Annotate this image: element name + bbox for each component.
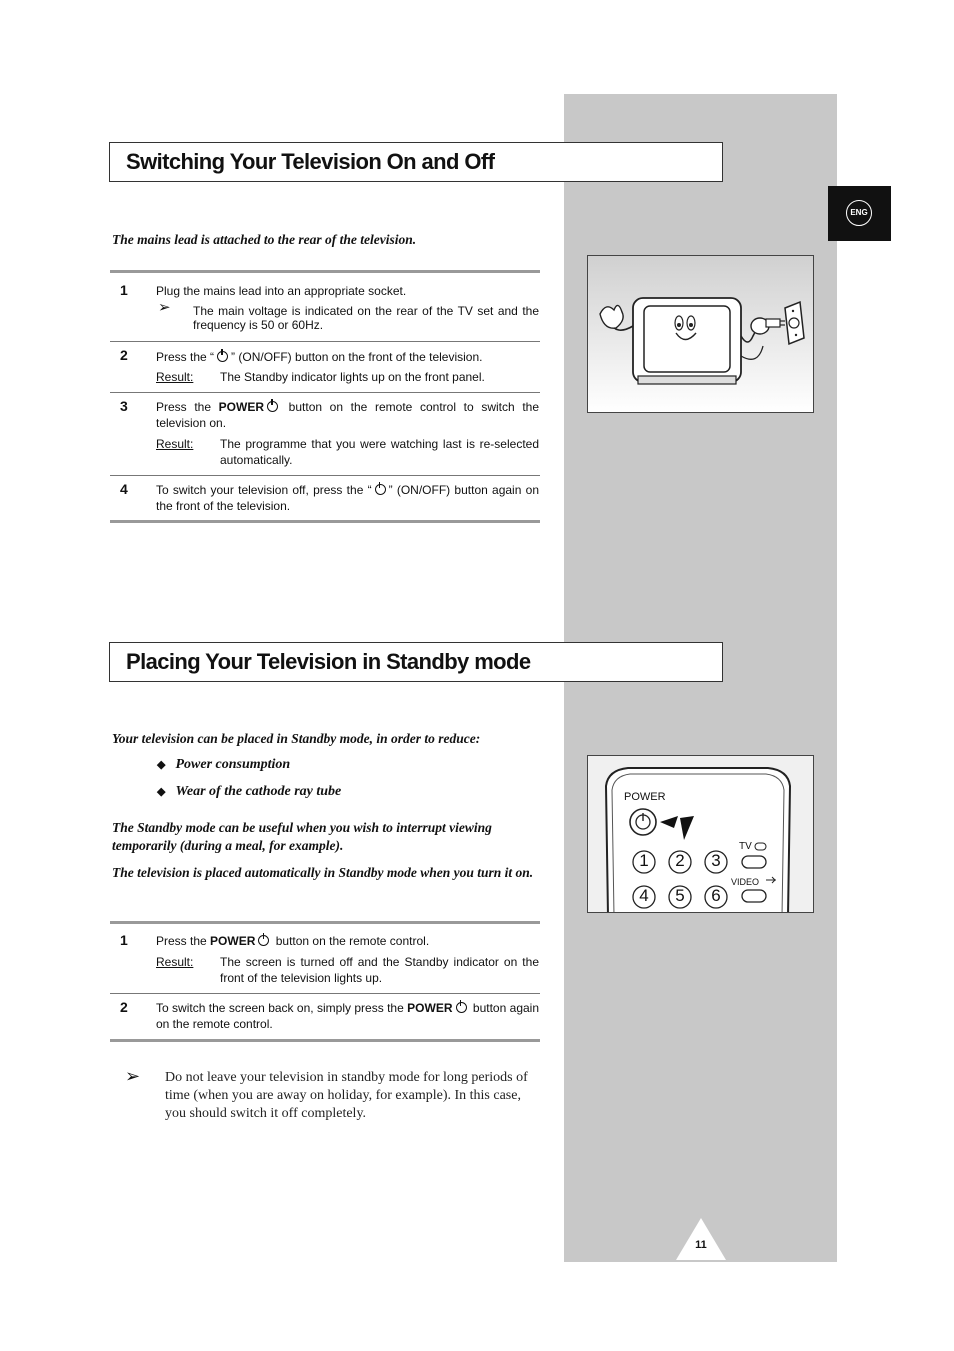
step-text-pre: Press the “ [156, 350, 215, 364]
remote-digit-button: 4 [639, 886, 649, 905]
step-divider [110, 392, 540, 393]
result-label: Result: [156, 437, 194, 451]
remote-power-label: POWER [624, 791, 666, 803]
page-number: 11 [695, 1239, 707, 1251]
note-arrow-icon: ➢ [158, 299, 171, 316]
step-text-pre: To switch your television off, press the “ [156, 483, 372, 497]
tv-mascot-drawing [588, 256, 813, 412]
step-divider [110, 341, 540, 342]
diamond-bullet-icon: ◆ [157, 759, 166, 771]
language-badge: ENG [846, 200, 872, 226]
step-text-pre: To switch the screen back on, simply press the [156, 1001, 404, 1015]
language-tab [828, 186, 891, 241]
step-text-post: button on the remote control. [275, 934, 430, 948]
bullet-item [157, 784, 341, 800]
tv-mascot-illustration [587, 255, 814, 413]
step-text-pre: Press the [156, 934, 207, 948]
step-divider [110, 475, 540, 476]
section-intro: The mains lead is attached to the rear of the television. [112, 232, 417, 247]
remote-tv-label: TV [739, 841, 752, 852]
remote-digit-button: 6 [711, 886, 721, 905]
section-title: Switching Your Television On and Off [126, 149, 495, 174]
table-bottom-rule [110, 1039, 540, 1042]
step-number: 4 [120, 481, 128, 497]
bullet-item [157, 757, 290, 773]
result-text: The screen is turned off and the Standby indicator on the front of the television lights up. [220, 955, 539, 985]
power-label: POWER [407, 1001, 453, 1015]
standby-paragraph: The television is placed automatically in Standby mode when you turn it on. [112, 865, 534, 880]
step-number: 2 [120, 347, 128, 363]
power-icon [258, 935, 269, 946]
remote-body-drawing [588, 756, 813, 912]
step-number: 1 [120, 282, 128, 298]
step-text-post: button on the remote control to switch the television on. [156, 400, 539, 430]
step-text [156, 933, 539, 949]
table-top-rule [110, 270, 540, 273]
result-text: The Standby indicator lights up on the front panel. [220, 370, 485, 384]
step-text [156, 349, 539, 365]
remote-digit-button: 5 [675, 886, 685, 905]
diamond-bullet-icon: ◆ [157, 786, 166, 798]
power-label: POWER [210, 934, 256, 948]
remote-digit-button: 2 [675, 851, 685, 870]
remote-control-illustration [587, 755, 814, 913]
remote-digit-button: 1 [639, 851, 649, 870]
table-top-rule [110, 921, 540, 924]
note-arrow-icon: ➢ [125, 1066, 141, 1086]
step-number: 2 [120, 999, 128, 1015]
result-text: The programme that you were watching last is re-selected automatically. [220, 437, 539, 467]
section-title-box [109, 142, 723, 182]
step-text [156, 1000, 539, 1032]
section-intro: Your television can be placed in Standby mode, in order to reduce: [112, 731, 481, 746]
section-title: Placing Your Television in Standby mode [126, 649, 531, 674]
step-text [156, 482, 539, 514]
power-icon [267, 401, 278, 412]
step-text-post: ” (ON/OFF) button on the front of the television. [231, 350, 483, 364]
step-note: The main voltage is indicated on the rear of the TV set and the frequency is 50 or 60Hz. [193, 304, 539, 332]
step-text [156, 399, 539, 431]
table-bottom-rule [110, 520, 540, 523]
step-text: Plug the mains lead into an appropriate socket. [156, 284, 407, 298]
bullet-text: Wear of the cathode ray tube [175, 784, 342, 799]
remote-digit-button: 3 [711, 851, 721, 870]
step-text-post: ” (ON/OFF) button again on the front of the television. [156, 483, 539, 513]
step-number: 1 [120, 932, 128, 948]
standby-note: Do not leave your television in standby mode for long periods of time (when you are away on holiday, for example). In this case, you should switch it off completely. [165, 1070, 528, 1121]
power-label: POWER [218, 400, 265, 414]
remote-video-label: VIDEO [731, 877, 760, 887]
power-onoff-icon [217, 351, 228, 362]
step-text-pre: Press the [156, 400, 212, 414]
standby-paragraph: The Standby mode can be useful when you wish to interrupt viewing temporarily (during a meal, for example). [112, 820, 492, 853]
section-title-box [109, 642, 723, 682]
power-onoff-icon [375, 484, 386, 495]
step-divider [110, 993, 540, 994]
result-label: Result: [156, 955, 194, 969]
power-icon [456, 1002, 467, 1013]
step-text-post: button again on the remote control. [156, 1001, 540, 1031]
bullet-text: Power consumption [175, 757, 291, 772]
step-number: 3 [120, 398, 128, 414]
result-label: Result: [156, 370, 194, 384]
